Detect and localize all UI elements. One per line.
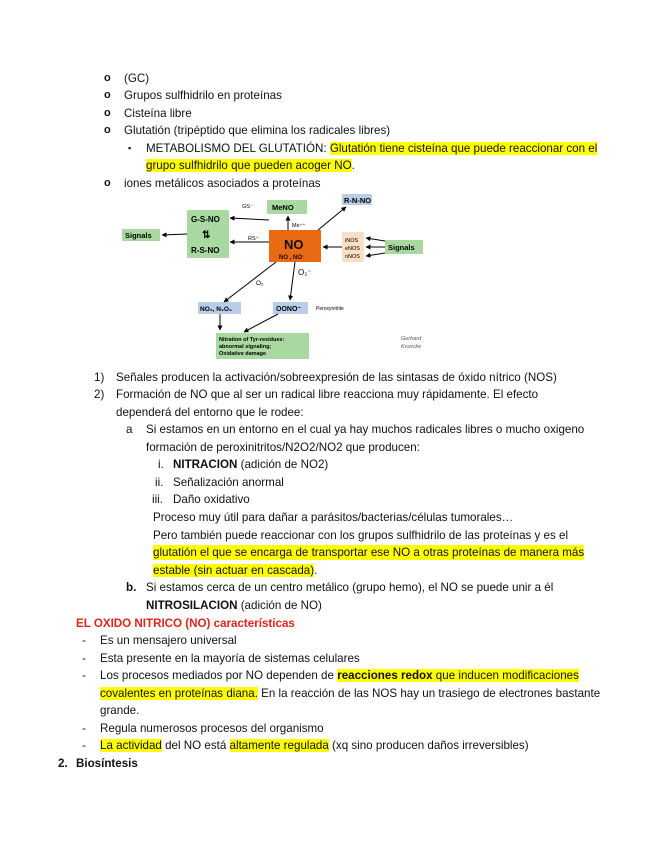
sub-item-line [146, 598, 322, 613]
sub-letter: a [126, 423, 133, 436]
highlight-text: reacciones redox [337, 669, 433, 682]
arrow [162, 234, 187, 235]
square-bullet: ▪ [128, 143, 132, 153]
dash-bullet: - [82, 722, 86, 735]
enos-label: eNOS [345, 246, 360, 252]
credit-label-2: Kroncke [401, 344, 422, 350]
roman-item: Señalización anormal [173, 476, 284, 489]
sub-item-line: formación de peroxinitritos/N2O2/NO2 que producen: [146, 441, 420, 454]
o2-label: O₂ [256, 280, 264, 287]
item-text: del NO está [161, 739, 230, 752]
paragraph-line [153, 563, 317, 578]
me-label: Me⁺⁺ [292, 223, 306, 229]
highlight-text: que inducen modificaciones [432, 669, 579, 682]
arrow [318, 207, 346, 230]
list-bullet: o [104, 107, 111, 119]
punctuation: . [351, 159, 355, 172]
signals-right-label: Signals [388, 243, 415, 252]
dash-bullet: - [82, 652, 86, 665]
metabolism-label: METABOLISMO DEL GLUTATIÓN: [146, 142, 327, 155]
dash-item: Esta presente en la mayoría de sistemas celulares [100, 652, 360, 665]
oono-label: OONO⁻ [276, 306, 302, 313]
paragraph-line: Proceso muy útil para dañar a parásitos/bacterias/células tumorales… [153, 511, 514, 524]
dash-item: Es un mensajero universal [100, 634, 237, 647]
sub-item-line: Si estamos cerca de un centro metálico (grupo hemo), el NO se puede unir a él [146, 581, 554, 594]
list-item: Formación de NO que al ser un radical libre reacciona muy rápidamente. El efecto [116, 388, 539, 401]
credit-label-1: Gerhard [401, 336, 422, 342]
list-bullet: o [104, 177, 111, 189]
highlight-text: glutatión el que se encarga de transportar ese NO a otras proteínas de manera más [153, 546, 585, 559]
list-item: Grupos sulfhidrilo en proteínas [124, 89, 282, 102]
nitration-label-3: Oxidative damage [219, 351, 267, 357]
list-bullet: o [104, 72, 111, 84]
paragraph-line: Pero también puede reaccionar con los grupos sulfhidrilo de las proteínas y es el [153, 529, 569, 542]
dash-bullet: - [82, 634, 86, 647]
sub-letter: b. [126, 581, 137, 594]
peroxynitrite-label: Peroxynitrite [316, 306, 344, 312]
highlight-text: grupo sulfhidrilo que pueden acoger NO [146, 159, 352, 172]
list-number: 1) [94, 371, 105, 384]
no-label: NO [284, 237, 304, 252]
metabolism-line-2 [146, 158, 355, 173]
dash-item [100, 668, 579, 683]
bold-term: NITROSILACION [146, 599, 238, 612]
highlight-text: Glutatión tiene cisteína que puede reaccionar con el [329, 142, 598, 155]
arrow [366, 238, 385, 241]
list-bullet: o [104, 124, 111, 136]
roman-item: Daño oxidativo [173, 493, 250, 506]
dash-item-cont: grande. [100, 704, 140, 717]
arrow [230, 218, 269, 220]
no-pathway-diagram [118, 190, 436, 362]
no-sub-label: NO , NO⁻ [279, 255, 306, 261]
metabolism-line [146, 141, 597, 156]
updown-icon: ⇅ [202, 230, 211, 241]
highlight-text: estable (sin actuar en cascada) [153, 564, 315, 577]
dash-item-cont [100, 686, 600, 701]
nitration-label-1: Nitration of Tyr-residues: [219, 337, 285, 343]
section-number: 2. [58, 757, 68, 770]
gs-label: GS⁻ [242, 204, 253, 210]
list-item: Glutatión (tripéptido que elimina los radicales libres) [124, 124, 391, 137]
dash-bullet: - [82, 669, 86, 682]
no2-label: NO₂, N₂O₃ [200, 306, 232, 313]
item-text: En la reacción de las NOS hay un trasiego de electrones bastante [257, 687, 601, 700]
item-text: (adición de NO2) [237, 458, 329, 471]
item-text: (adición de NO) [237, 599, 322, 612]
gsno-label: G-S-NO [191, 215, 220, 224]
rs-label: RS⁺ [248, 236, 259, 242]
dash-bullet: - [82, 739, 86, 752]
list-number: 2) [94, 388, 105, 401]
section-title: Biosíntesis [76, 757, 138, 770]
list-item: Señales producen la activación/sobreexpresión de las sintasas de óxido nítrico (NOS) [116, 371, 557, 384]
arrow [164, 248, 184, 250]
item-text: (xq sino producen daños irreversibles) [328, 739, 529, 752]
bold-term: NITRACION [173, 458, 238, 471]
arrow [290, 262, 295, 300]
roman-number: iii. [152, 493, 163, 506]
rsno-label: R-S-NO [191, 246, 220, 255]
dash-item: Regula numerosos procesos del organismo [100, 722, 324, 735]
punctuation: . [314, 564, 318, 577]
roman-number: i. [158, 458, 164, 471]
inos-label: iNOS [345, 238, 359, 244]
rnno-label: R-N-NO [344, 196, 372, 205]
signals-left-label: Signals [125, 231, 152, 240]
nnos-label: nNOS [345, 254, 360, 260]
sub-item-line: Si estamos en un entorno en el cual ya hay muchos radicales libres o mucho oxigeno [146, 423, 585, 436]
list-item: Cisteína libre [124, 107, 192, 120]
list-bullet: o [104, 89, 111, 101]
arrow [366, 253, 385, 256]
section-heading: EL OXIDO NITRICO (NO) características [76, 617, 295, 630]
highlight-text: covalentes en proteínas diana. [100, 687, 258, 700]
list-item: dependerá del entorno que le rodee: [116, 406, 304, 419]
highlight-text: La actividad [100, 739, 162, 752]
o2-minus-label: O₂⁻ [298, 268, 312, 277]
arrow [244, 314, 278, 332]
meno-label: MeNO [272, 203, 294, 212]
list-item: (GC) [124, 72, 150, 85]
dash-item [100, 738, 529, 753]
roman-item [173, 457, 328, 472]
arrow [224, 262, 276, 302]
item-text: Los procesos mediados por NO dependen de [100, 669, 338, 682]
highlight-text: altamente regulada [229, 739, 329, 752]
list-item: iones metálicos asociados a proteínas [124, 177, 321, 190]
nitration-label-2: abnormal signaling; [219, 344, 272, 350]
roman-number: ii. [155, 476, 164, 489]
